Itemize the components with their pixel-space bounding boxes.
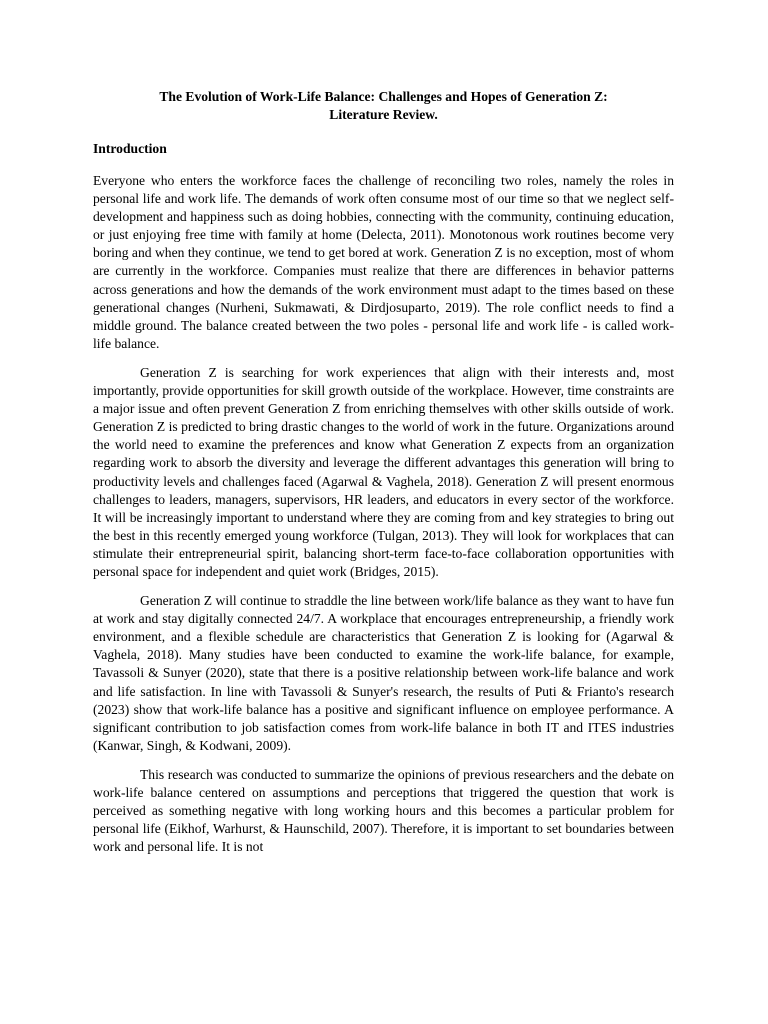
- title-line-1: The Evolution of Work-Life Balance: Challenges and Hopes of Generation Z:: [159, 89, 608, 104]
- paragraph-1: Everyone who enters the workforce faces the challenge of reconciling two roles, namely the roles in personal life and work life. The demands of work often consume most of our time so that we neglect self-development and happiness such as doing hobbies, connecting with the community, continuing education, or just enjoying free time with family at home (Delecta, 2011). Monotonous work routines become very boring and when they continue, we tend to get bored at work. Generation Z is no exception, most of whom are currently in the workforce. Companies must realize that there are differences in behavior patterns across generations and how the demands of the work environment must adapt to the times based on these generational changes (Nurheni, Sukmawati, & Dirdjosuparto, 2019). The role conflict needs to find a middle ground. The balance created between the two poles - personal life and work life - is called work-life balance.: [93, 173, 674, 351]
- paragraph-2: Generation Z is searching for work experiences that align with their interests and, most importantly, provide opportunities for skill growth outside of the workplace. However, time constraints are a major issue and often prevent Generation Z from enriching themselves with other skills outside of work. Generation Z is predicted to bring drastic changes to the world of work in the future. Organizations around the world need to examine the preferences and know what Generation Z expects from an organization regarding work to absorb the diversity and leverage the different advantages this generation will bring to productivity levels and challenges faced (Agarwal & Vaghela, 2018). Generation Z will present enormous challenges to leaders, managers, supervisors, HR leaders, and educators in every sector of the workforce. It will be increasingly important to understand where they are coming from and key strategies to bring out the best in this recently emerged young workforce (Tulgan, 2013). They will look for workplaces that can stimulate their entrepreneurial spirit, balancing short-term face-to-face collaboration opportunities with personal space for independent and quiet work (Bridges, 2015).: [93, 364, 674, 579]
- title-line-2: Literature Review.: [329, 107, 438, 122]
- paragraph-4: This research was conducted to summarize the opinions of previous researchers and the debate on work-life balance centered on assumptions and perceptions that triggered the question that work is perceived as something negative with long working hours and this becomes a particular problem for personal life (Eikhof, Warhurst, & Haunschild, 2007). Therefore, it is important to set boundaries between work and personal life. It is not: [93, 766, 674, 855]
- section-heading-introduction: Introduction: [93, 141, 167, 156]
- document-title: [93, 88, 674, 124]
- paragraph-3: Generation Z will continue to straddle the line between work/life balance as they want to have fun at work and stay digitally connected 24/7. A workplace that encourages entrepreneurship, a friendly work environment, and a flexible schedule are characteristics that Generation Z is looking for (Agarwal & Vaghela, 2018). Many studies have been conducted to examine the work-life balance, for example, Tavassoli & Sunyer (2020), state that there is a positive relationship between work-life balance and work and life satisfaction. In line with Tavassoli & Sunyer's research, the results of Puti & Frianto's research (2023) show that work-life balance has a positive and significant influence on employee performance. A significant contribution to job satisfaction comes from work-life balance in both IT and ITES industries (Kanwar, Singh, & Kodwani, 2009).: [93, 593, 674, 753]
